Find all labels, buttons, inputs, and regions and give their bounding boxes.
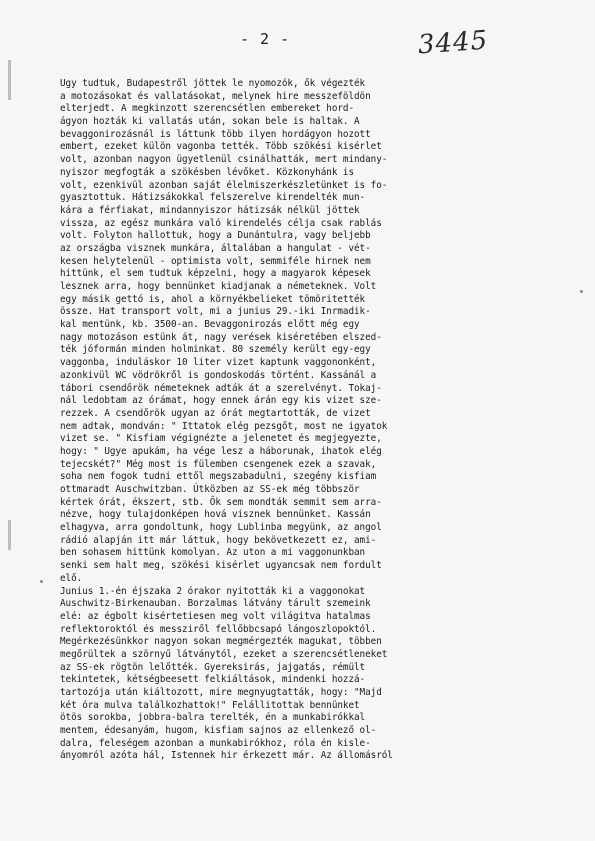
handwritten-archive-number: 3445 — [417, 25, 490, 61]
text-line: tábori csendőrök németeknek adták át a szerelvényt. Tokaj- — [60, 382, 382, 394]
text-line: mentem, édesanyám, hugom, kisfiam sajnos az ellenkező ol- — [60, 725, 377, 737]
text-line: kal mentünk, kb. 3500-an. Bevaggonirozás előtt még egy — [60, 319, 360, 331]
text-line: Junius 1.-én éjszaka 2 órakor nyitották ki a vaggonokat — [60, 585, 366, 597]
text-line: rádió alapján itt már láttuk, hogy bekövetkezett ez, ami- — [60, 534, 377, 546]
text-line: vissza, az egész munkára való kirendelés célja csak rablás — [60, 217, 382, 229]
text-line: Ugy tudtuk, Budapestről jöttek le nyomozók, ők végezték — [60, 78, 366, 89]
text-line: tartozója után kiáltozott, mire megnyugtatták, hogy: "Majd — [60, 687, 382, 698]
text-line: két óra mulva találkozhattok!" Felállitottak bennünket — [60, 699, 360, 711]
text-line: nézve, hogy tulajdonképen hová visznek bennünket. Kassán — [60, 509, 371, 521]
text-line: volt. Folyton hallottuk, hogy a Dunántulra, vagy beljebb — [60, 230, 371, 242]
text-line: nyiszor megfogták a szökésben lévőket. Közkonyhánk is — [60, 166, 355, 178]
text-line: hittünk, el sem tudtuk képzelni, hogy a magyarok képesek — [60, 268, 371, 280]
text-line: senki sem halt meg, szökési kisérlet ugyancsak nem fordult — [60, 560, 382, 572]
typewritten-body — [60, 78, 580, 763]
text-line: össze. Hat transport volt, mi a junius 29.-iki Inrmadik- — [60, 306, 371, 318]
text-line: elé: az égbolt kisértetiesen meg volt világitva hatalmas — [60, 610, 371, 622]
text-line: az SS-ek rögtön lelőtték. Gyereksirás, jajgatás, rémült — [60, 661, 366, 673]
binding-shadow — [8, 520, 11, 550]
text-line: soha nem fogok tudni ettől megszabadulni, szegény kisfiam — [60, 471, 377, 483]
text-line: ányomról azóta hál, Istennek hir érkezett már. Az állomásról — [60, 750, 393, 762]
text-line: az országba visznek munkára, általában a hangulat - vét- — [60, 242, 371, 254]
text-line: nem adtak, mondván: " Ittatok elég pezsgőt, most ne igyatok — [60, 420, 388, 432]
margin-dot — [40, 580, 43, 583]
text-line: ték jóformán minden holminkat. 80 személy került egy-egy — [60, 344, 371, 356]
text-line: kértek órát, ékszert, stb. Ők sem mondták semmit sem arra- — [60, 496, 382, 508]
text-line: Auschwitz-Birkenauban. Borzalmas látvány tárult szemeink — [60, 598, 371, 610]
text-line: tekintetek, kétségbeesett felkiáltások, mindenki hozzá- — [60, 674, 366, 686]
text-line: volt, ezenkivül azonban saját élelmiszerkészletünket is fo- — [60, 179, 388, 191]
text-line: bevaggonirozásnál is láttunk több ilyen hordágyon hozott — [60, 128, 371, 140]
text-line: vizet se. " Kisfiam végignézte a jelenetet és megjegyezte, — [60, 433, 382, 445]
text-line: ötös sorokba, jobbra-balra terelték, én a munkabirókkal — [60, 712, 366, 724]
margin-dot — [580, 290, 583, 293]
text-line: a motozásokat és vallatásokat, melynek hire messzeföldön — [60, 90, 371, 102]
text-line: elő. — [60, 572, 83, 584]
text-line: kára a férfiakat, mindannyiszor hátizsák nélkül jöttek — [60, 204, 360, 216]
text-line: nál ledobtam az órámat, hogy ennek árán egy kis vizet sze- — [60, 395, 382, 407]
text-line: kesen helytelenül - optimista volt, semmiféle hirnek nem — [60, 255, 371, 267]
page-number: - 2 - — [240, 30, 291, 48]
text-line: hogy: " Ugye apukám, ha vége lesz a háborunak, ihatok elég — [60, 445, 382, 457]
text-line: lesznek arra, hogy bennünket kiadjanak a németeknek. Volt — [60, 281, 377, 292]
text-line: ágyon hozták ki vallatás után, sokan bele is haltak. A — [60, 116, 360, 128]
text-line: volt, azonban nagyon ügyetlenül csinálhatták, mert mindany- — [60, 154, 388, 166]
text-line: vaggonba, induláskor 10 liter vizet kaptunk vaggononként, — [60, 357, 377, 369]
text-line: tejecskét?" Még most is fülemben csengenek ezek a szavak, — [60, 458, 377, 470]
text-line: egy másik gettó is, ahol a környékbelieket tömöritették — [60, 293, 366, 305]
text-line: gyasztottuk. Hátizsákokkal felszerelve kirendelték mun- — [60, 192, 366, 204]
text-line: elterjedt. A megkinzott szerencsétlen embereket hord- — [60, 103, 355, 115]
text-line: reflektoroktól és messziről fellőbbcsapó lángoszlopoktól. — [60, 623, 377, 635]
text-line: rezzek. A csendőrök ugyan az órát megtartották, de vizet — [60, 407, 371, 419]
text-line: ben sohasem hittünk komolyan. Az uton a mi vaggonunkban — [60, 547, 366, 559]
text-line: megőrültek a szörnyű látványtól, ezeket a szerencsétleneket — [60, 648, 388, 660]
text-line: Megérkezésünkkor nagyon sokan megmérgezték magukat, többen — [60, 636, 382, 648]
text-line: embert, ezeket külön vagonba tették. Több szökési kisérlet — [60, 141, 382, 153]
text-line: dalra, feleségem azonban a munkabirókhoz, róla én kisle- — [60, 737, 371, 749]
text-line: ottmaradt Auschwitzban. Útközben az SS-ek még többször — [60, 484, 360, 495]
text-line: nagy motozáson estünk át, nagy verések kiséretében elszed- — [60, 331, 382, 343]
binding-shadow — [8, 60, 11, 100]
text-line: elhagyva, arra gondoltunk, hogy Lublinba megyünk, az angol — [60, 522, 382, 534]
text-line: azonkivül WC vödrökről is gondoskodás történt. Kassánál a — [60, 369, 377, 381]
